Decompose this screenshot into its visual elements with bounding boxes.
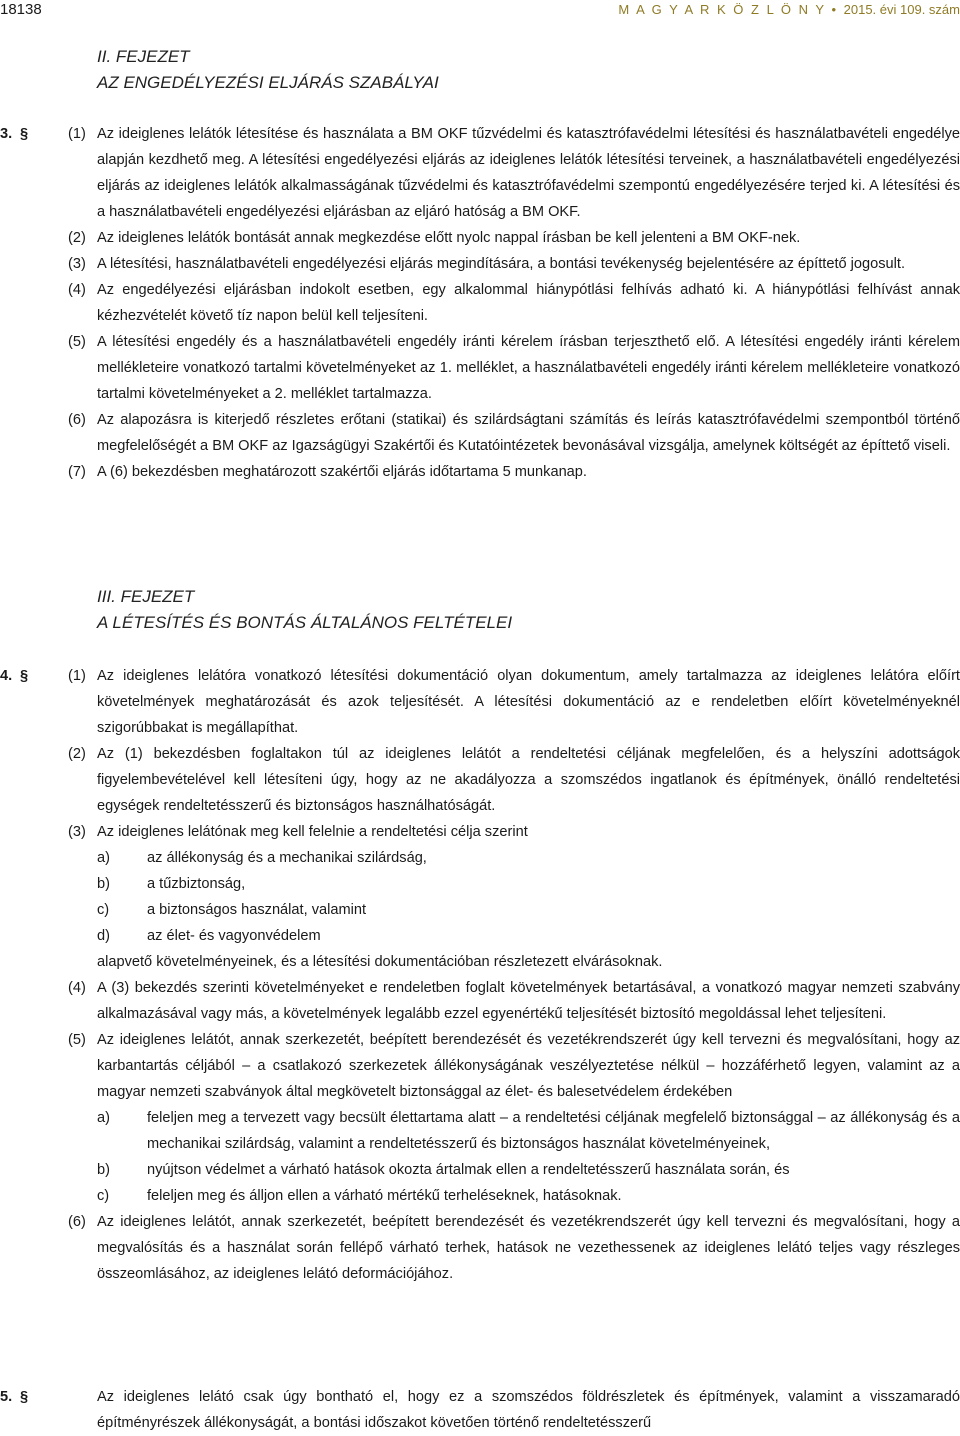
paragraph-label: (6) xyxy=(68,412,86,428)
paragraph xyxy=(0,329,960,407)
paragraph-label: (5) xyxy=(68,334,86,350)
item-label: c) xyxy=(97,1188,110,1204)
enumeration xyxy=(97,845,960,949)
paragraph-text: A (6) bekezdésben meghatározott szakértői eljárás időtartama 5 munkanap. xyxy=(97,464,587,480)
paragraph xyxy=(0,225,960,251)
paragraph xyxy=(0,121,960,225)
section-sign: § xyxy=(20,668,29,684)
paragraph-label: (2) xyxy=(68,230,86,246)
journal-title xyxy=(618,0,960,23)
chapter-heading xyxy=(97,44,439,96)
paragraph-text: Az ideiglenes lelátót, annak szerkezetét, beépített berendezését és vezetékrendszerét úgy kell tervezni és megvalósítani, hogy az karbantartás céljából – a csatlakozó szerkezetek állékonyságának veszélyeztetése nélkül – hozzáférhető legyen, valamint az a magyar nemzeti szabványok által megkövetelt biztonsággal az élet- és balesetvédelem érdekében xyxy=(97,1032,960,1100)
item-text: feleljen meg és álljon ellen a várható mértékű terheléseknek, hatásoknak. xyxy=(147,1188,622,1204)
section-number: 3. xyxy=(0,126,13,142)
journal-name: M A G Y A R K Ö Z L Ö N Y • xyxy=(618,2,844,17)
section-3 xyxy=(0,121,960,485)
journal-issue: 2015. évi 109. szám xyxy=(843,2,960,17)
item-label: d) xyxy=(97,928,110,944)
chapter-number: III. FEJEZET xyxy=(97,587,195,606)
section-number: 5. xyxy=(0,1389,13,1405)
paragraph xyxy=(0,663,960,741)
paragraph-label: (2) xyxy=(68,746,86,762)
paragraph xyxy=(0,1209,960,1287)
paragraph-text: Az (1) bekezdésben foglaltakon túl az ideiglenes lelátót a rendeltetési céljának megfelelően, és a helyszíni adottságok figyelembevételével kell létesíteni úgy, hogy az ne akadályozza a szomszédos ingatlanok és építmények, önálló rendeltetési egységek rendeltetésszerű és biztonságos használhatóságát. xyxy=(97,746,960,814)
paragraph-text: alapvető követelményeinek, és a létesítési dokumentációban részletezett elvárásoknak. xyxy=(97,954,663,970)
list-item xyxy=(97,923,960,949)
page-header xyxy=(0,0,960,22)
paragraph xyxy=(0,1027,960,1209)
paragraph-text: A létesítési, használatbavételi engedélyezési eljárás megindítására, a bontási tevékenység bejelentésére az építtető jogosult. xyxy=(97,256,906,272)
paragraph-text: A (3) bekezdés szerinti követelményeket e rendeletben foglalt követelmények betartásával, a vonatkozó magyar nemzeti szabvány alkalmazásával vagy más, a követelmények legalább ezzel egyenértékű teljesítését biztosító megoldással lehet teljesíteni. xyxy=(97,980,960,1022)
paragraph-text: Az alapozásra is kiterjedő részletes erőtani (statikai) és szilárdságtani számítás és leírás katasztrófavédelmi szempontból történő megfelelőségét a BM OKF az Igazságügyi Szakértői és Kutatóintézetek bevonásával vizsgálja, amelynek költségét az építtető viseli. xyxy=(97,412,960,454)
section-5 xyxy=(0,1384,960,1436)
paragraph-text: Az ideiglenes lelátók bontását annak megkezdése előtt nyolc nappal írásban be kell jelenteni a BM OKF-nek. xyxy=(97,230,801,246)
paragraph-label: (3) xyxy=(68,824,86,840)
item-text: nyújtson védelmet a várható hatások okozta ártalmak ellen a rendeltetésszerű használata során, és xyxy=(147,1162,790,1178)
enumeration xyxy=(97,1105,960,1209)
paragraph xyxy=(0,459,960,485)
chapter-heading xyxy=(97,584,512,636)
item-text: a tűzbiztonság, xyxy=(147,876,246,892)
list-item xyxy=(97,1183,960,1209)
paragraph xyxy=(0,975,960,1027)
chapter-title: A LÉTESÍTÉS ÉS BONTÁS ÁLTALÁNOS FELTÉTELEI xyxy=(97,613,513,632)
paragraph-label: (4) xyxy=(68,980,86,996)
paragraph xyxy=(0,251,960,277)
item-label: b) xyxy=(97,1162,110,1178)
section-number: 4. xyxy=(0,668,13,684)
paragraph xyxy=(0,819,960,975)
item-text: az élet- és vagyonvédelem xyxy=(147,928,321,944)
paragraph-label: (5) xyxy=(68,1032,86,1048)
item-label: c) xyxy=(97,902,110,918)
section-4 xyxy=(0,663,960,1287)
paragraph-text: A létesítési engedély és a használatbavételi engedély iránti kérelem írásban terjeszthető elő. A létesítési engedély iránti kérelem mellékleteire vonatkozó tartalmi követelményeket az 1. melléklet, a használatbavételi engedély iránti kérelem mellékleteire vonatkozó tartalmi követelményeket a 2. melléklet tartalmazza. xyxy=(97,334,960,402)
paragraph-text: Az engedélyezési eljárásban indokolt esetben, egy alkalommal hiánypótlási felhívás adható ki. A hiánypótlási felhívást annak kézhezvételét követő tíz napon belül kell teljesíteni. xyxy=(97,282,960,324)
paragraph-label: (6) xyxy=(68,1214,86,1230)
chapter-title: AZ ENGEDÉLYEZÉSI ELJÁRÁS SZABÁLYAI xyxy=(97,73,439,92)
paragraph-text: Az ideiglenes lelátók létesítése és használata a BM OKF tűzvédelmi és katasztrófavédelmi létesítési és használatbavételi engedélye alapján kezdhető meg. A létesítési engedélyezési eljárás az ideiglenes lelátók létesítési terveinek, a használatbavételi engedélyezési eljárás az ideiglenes lelátók alkalmasságának tűzvédelmi és katasztrófavédelmi szempontú engedélyezésére terjed ki. A létesítési és a használatbavételi engedélyezési eljárásban az eljáró hatóság a BM OKF. xyxy=(97,126,960,220)
page-number: 18138 xyxy=(0,1,42,18)
section-sign: § xyxy=(20,126,29,142)
item-label: a) xyxy=(97,1110,110,1126)
paragraph-label: (1) xyxy=(68,668,86,684)
item-text: feleljen meg a tervezett vagy becsült élettartama alatt – a rendeltetési céljának megfelelő biztonsággal – az állékonyság és a mechanikai szilárdság, valamint a rendeltetésszerű és biztonságos használat követelményeinek, xyxy=(147,1110,960,1152)
paragraph-label: (7) xyxy=(68,464,86,480)
paragraph-text: Az ideiglenes lelátót, annak szerkezetét, beépített berendezését és vezetékrendszerét úgy kell tervezni és megvalósítani, hogy a megvalósítás és a használat során fellépő várható terhek, hatások ne vezethessenek az ideiglenes lelátó teljes vagy részleges összeomlásához, az ideiglenes lelátó deformációjához. xyxy=(97,1214,960,1282)
paragraph-label: (1) xyxy=(68,126,86,142)
list-item xyxy=(97,845,960,871)
paragraph xyxy=(0,407,960,459)
item-label: a) xyxy=(97,850,110,866)
paragraph xyxy=(0,741,960,819)
list-item xyxy=(97,897,960,923)
paragraph-text: Az ideiglenes lelátóra vonatkozó létesítési dokumentáció olyan dokumentum, amely tartalmazza az ideiglenes lelátóra előírt követelmények meghatározását és azok teljesítését. A létesítési dokumentáció az e rendeletben előírt követelményeknél szigorúbbakat is megállapíthat. xyxy=(97,668,960,736)
item-text: a biztonságos használat, valamint xyxy=(147,902,367,918)
item-text: az állékonyság és a mechanikai szilárdság, xyxy=(147,850,427,866)
paragraph xyxy=(0,277,960,329)
paragraph-label: (4) xyxy=(68,282,86,298)
paragraph-text: Az ideiglenes lelátónak meg kell felelnie a rendeltetési célja szerint xyxy=(97,824,528,840)
item-label: b) xyxy=(97,876,110,892)
paragraph-text: Az ideiglenes lelátó csak úgy bontható el, hogy ez a szomszédos földrészletek és építmények, valamint a visszamaradó építményrészek állékonyságát, a bontási időszakot követően történő rendeltetésszerű xyxy=(97,1389,960,1431)
list-item xyxy=(97,1105,960,1157)
section-sign: § xyxy=(20,1389,29,1405)
chapter-number: II. FEJEZET xyxy=(97,47,190,66)
list-item xyxy=(97,871,960,897)
paragraph-label: (3) xyxy=(68,256,86,272)
list-item xyxy=(97,1157,960,1183)
